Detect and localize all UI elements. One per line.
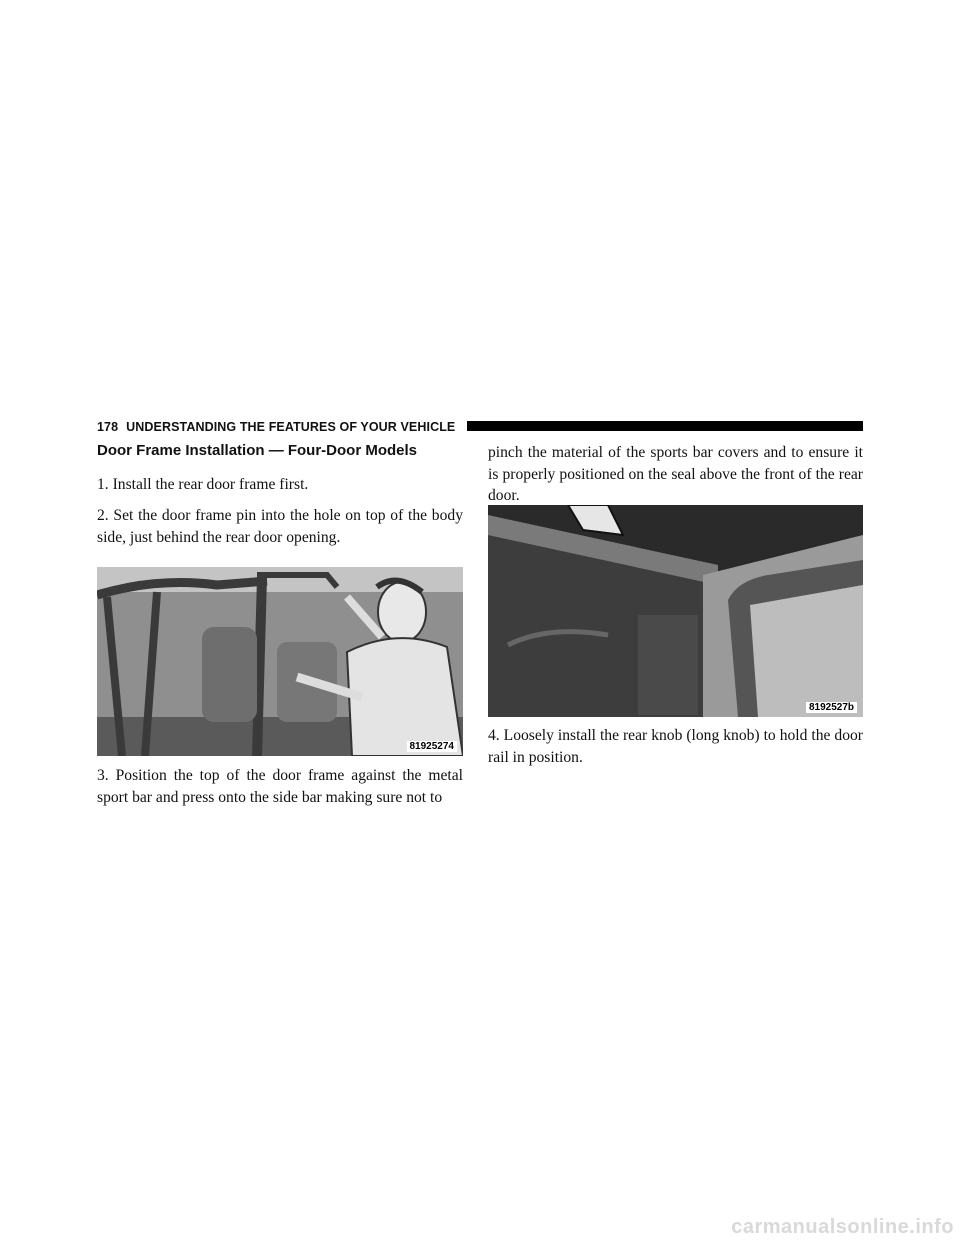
step-1-text: 1. Install the rear door frame first. bbox=[97, 476, 309, 493]
figure-illustration-2 bbox=[488, 505, 863, 717]
step-3-continued-text: pinch the material of the sports bar covers and to ensure it is properly positioned on the seal above the front of the rear door. bbox=[488, 444, 863, 504]
section-heading: Door Frame Installation — Four-Door Models bbox=[97, 442, 418, 459]
figure-door-frame-seal bbox=[488, 505, 863, 717]
header-rule bbox=[467, 421, 863, 431]
figure-illustration-1 bbox=[97, 567, 463, 756]
step-2-text: 2. Set the door frame pin into the hole on top of the body side, just behind the rear door opening. bbox=[97, 507, 463, 546]
figure-1-code: 81925274 bbox=[407, 741, 458, 752]
figure-2-code: 8192527b bbox=[806, 702, 857, 713]
section-title: UNDERSTANDING THE FEATURES OF YOUR VEHICLE bbox=[126, 420, 456, 434]
figure-door-frame-install bbox=[97, 567, 463, 756]
running-header bbox=[97, 418, 863, 436]
step-3-text: 3. Position the top of the door frame against the metal sport bar and press onto the side bar making sure not to bbox=[97, 767, 463, 806]
header-text bbox=[97, 418, 463, 436]
watermark: carmanualsonline.info bbox=[731, 1216, 954, 1238]
step-4-text: 4. Loosely install the rear knob (long knob) to hold the door rail in position. bbox=[488, 727, 863, 766]
page-number: 178 bbox=[97, 420, 119, 434]
